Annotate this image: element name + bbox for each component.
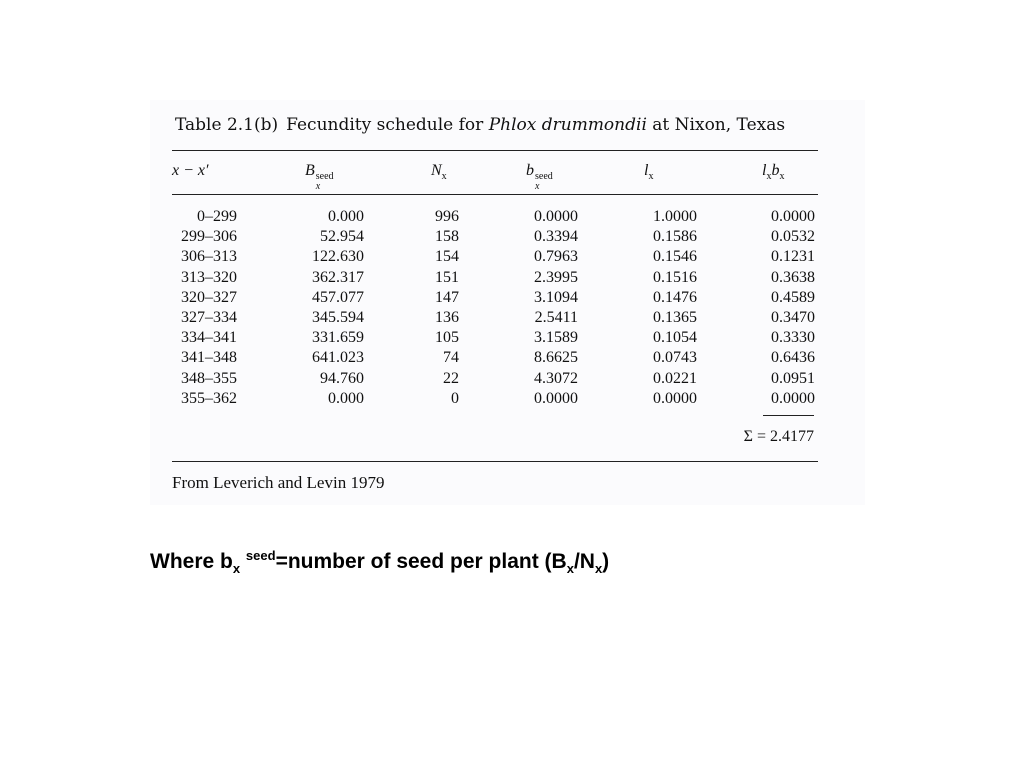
- cell-age: 341–348: [181, 349, 237, 367]
- cell-age: 355–362: [181, 389, 237, 407]
- cell-b-seed: 3.1094: [534, 288, 578, 306]
- cell-b-seed: 4.3072: [534, 369, 578, 387]
- cell-B-seed: 0.000: [328, 208, 364, 225]
- cell-b-seed: 0.7963: [534, 248, 578, 266]
- cell-B-seed: 345.594: [312, 309, 364, 326]
- cell-age: 348–355: [181, 369, 237, 387]
- cell-age: 0–299: [197, 208, 237, 225]
- sum-rule: [763, 415, 814, 416]
- cell-l: 1.0000: [653, 208, 697, 225]
- cell-age: 327–334: [181, 309, 237, 326]
- cell-l: 0.1476: [653, 288, 697, 306]
- caption: Where $b_x$ $^{seed}$=number of seed per plant $(B_x/N_x)$: [150, 548, 610, 577]
- cell-lb: 0.0951: [771, 369, 815, 387]
- header-l: $l_x$: [644, 162, 654, 183]
- cell-l: 0.1054: [653, 329, 697, 347]
- cell-N: 105: [435, 329, 459, 347]
- cell-N: 158: [435, 228, 459, 246]
- header-b-seed: b seed x: [526, 162, 553, 192]
- cell-b-seed: 2.3995: [534, 268, 578, 286]
- cell-lb: 0.3330: [771, 329, 815, 347]
- cell-age: 334–341: [181, 329, 237, 347]
- table-source: From Leverich and Levin 1979: [172, 473, 385, 492]
- cell-lb: 0.0000: [771, 208, 815, 225]
- cell-B-seed: 457.077: [312, 288, 364, 306]
- header-B-seed: B seed x: [305, 162, 334, 192]
- cell-l: 0.0000: [653, 389, 697, 407]
- cell-lb: 0.3638: [771, 268, 815, 286]
- cell-B-seed: 94.760: [320, 369, 364, 387]
- cell-b-seed: 8.6625: [534, 349, 578, 367]
- cell-N: 136: [435, 309, 459, 326]
- cell-B-seed: 641.023: [312, 349, 364, 367]
- top-rule: [172, 150, 818, 151]
- cell-B-seed: 0.000: [328, 389, 364, 407]
- cell-B-seed: 52.954: [320, 228, 364, 246]
- header-N: $N_x$: [431, 162, 447, 183]
- cell-B-seed: 122.630: [312, 248, 364, 266]
- cell-l: 0.0221: [653, 369, 697, 387]
- cell-lb: 0.0000: [771, 389, 815, 407]
- cell-l: 0.1546: [653, 248, 697, 266]
- table-title: Table 2.1(b) Fecundity schedule for Phlox drummondii at Nixon, Texas: [175, 115, 786, 135]
- cell-b-seed: 0.0000: [534, 389, 578, 407]
- cell-N: 151: [435, 268, 459, 286]
- cell-N: 147: [435, 288, 459, 306]
- cell-l: 0.1365: [653, 309, 697, 326]
- cell-N: 154: [435, 248, 459, 266]
- cell-age: 299–306: [181, 228, 237, 246]
- cell-b-seed: 3.1589: [534, 329, 578, 347]
- cell-lb: 0.3470: [771, 309, 815, 326]
- cell-age: 306–313: [181, 248, 237, 266]
- cell-b-seed: 0.3394: [534, 228, 578, 246]
- cell-b-seed: 2.5411: [534, 309, 578, 326]
- cell-N: 22: [443, 369, 459, 387]
- header-age: x − x′: [172, 162, 209, 179]
- cell-lb: 0.1231: [771, 248, 815, 266]
- header-lb: $l_xb_x$: [762, 162, 785, 183]
- cell-lb: 0.4589: [771, 288, 815, 306]
- cell-b-seed: 0.0000: [534, 208, 578, 225]
- cell-lb: 0.0532: [771, 228, 815, 246]
- cell-N: 74: [443, 349, 459, 367]
- header-rule: [172, 194, 818, 195]
- cell-l: 0.1516: [653, 268, 697, 286]
- cell-age: 313–320: [181, 268, 237, 286]
- cell-N: 996: [435, 208, 459, 225]
- cell-B-seed: 362.317: [312, 268, 364, 286]
- cell-lb: 0.6436: [771, 349, 815, 367]
- cell-B-seed: 331.659: [312, 329, 364, 347]
- sum-value: Σ = 2.4177: [743, 428, 814, 445]
- cell-l: 0.1586: [653, 228, 697, 246]
- cell-age: 320–327: [181, 288, 237, 306]
- cell-N: 0: [451, 389, 459, 407]
- bottom-rule: [172, 461, 818, 462]
- cell-l: 0.0743: [653, 349, 697, 367]
